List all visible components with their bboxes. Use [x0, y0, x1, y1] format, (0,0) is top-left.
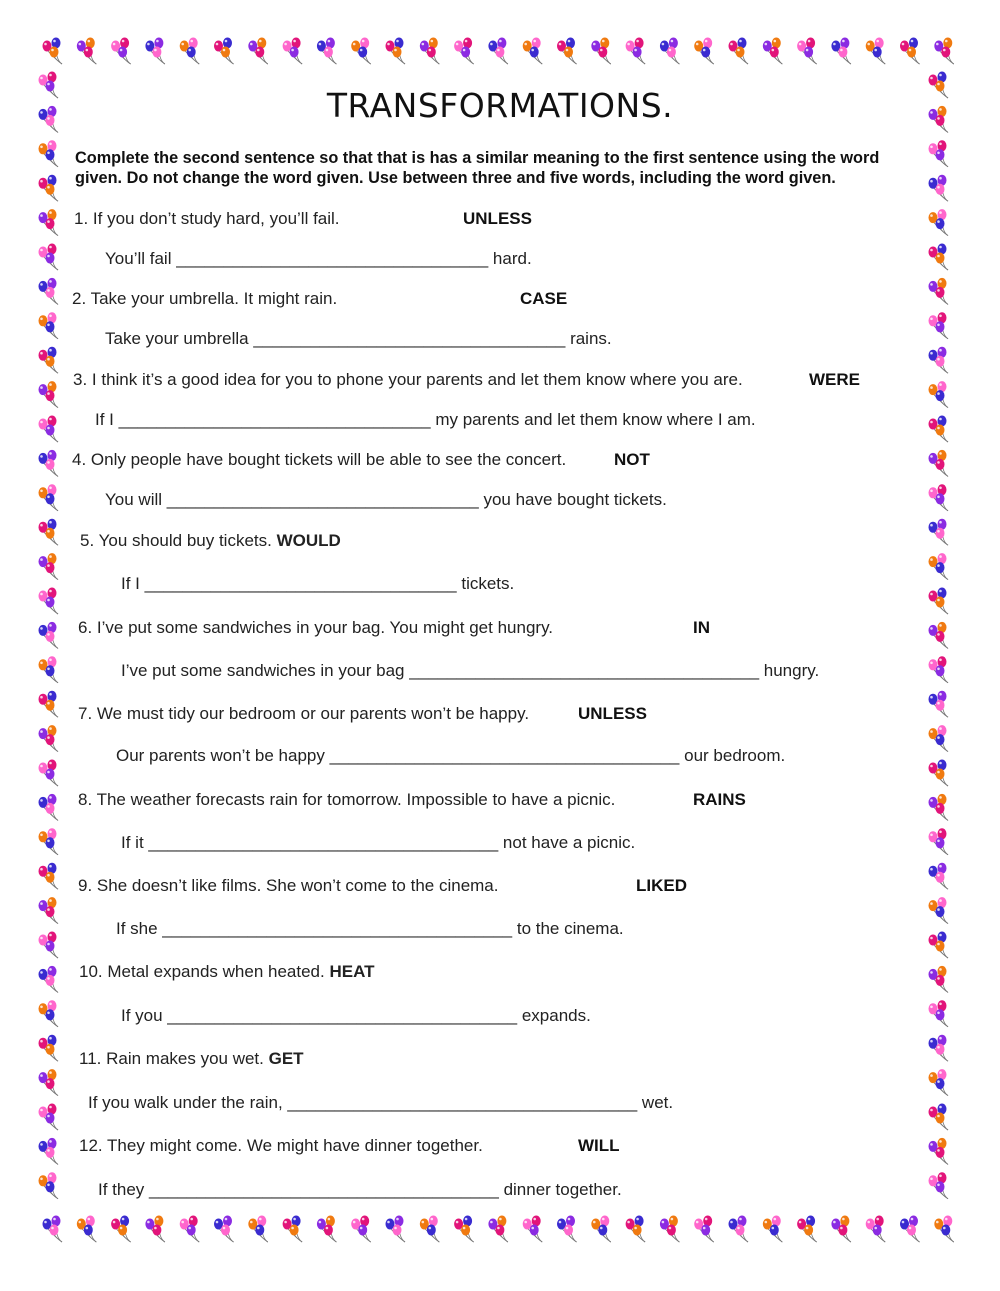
balloon-icon: [283, 38, 303, 65]
keyword-10: HEAT: [329, 962, 375, 981]
question-9: 9. She doesn’t like films. She won’t come to the cinema.: [78, 876, 499, 895]
balloon-icon: [488, 1216, 508, 1243]
balloon-icon: [39, 966, 59, 993]
balloon-icon: [386, 1216, 406, 1243]
question-11: [79, 1049, 304, 1069]
balloon-icon: [420, 1216, 440, 1243]
balloon-icon: [39, 828, 59, 855]
balloon-icon: [929, 553, 949, 580]
answer-7: Our parents won’t be happy _____________________________________ our bedroom.: [116, 746, 786, 765]
question-7: 7. We must tidy our bedroom or our parents won’t be happy.: [78, 704, 530, 723]
balloon-icon: [694, 38, 714, 65]
question-2: 2. Take your umbrella. It might rain.: [72, 289, 338, 308]
balloon-icon: [929, 312, 949, 339]
balloon-icon: [591, 1216, 611, 1243]
answer-9: If she _____________________________________ to the cinema.: [116, 919, 624, 938]
balloon-icon: [929, 725, 949, 752]
balloon-icon: [929, 863, 949, 890]
balloon-icon: [39, 588, 59, 615]
balloon-icon: [694, 1216, 714, 1243]
keyword-12: WILL: [578, 1136, 620, 1155]
balloon-icon: [39, 553, 59, 580]
balloon-icon: [929, 1172, 949, 1199]
answer-8: If it _____________________________________ not have a picnic.: [121, 833, 636, 852]
balloon-icon: [39, 381, 59, 408]
balloon-icon: [351, 38, 371, 65]
answer-2: Take your umbrella _________________________________ rains.: [105, 329, 612, 348]
balloon-icon: [929, 450, 949, 477]
balloon-icon: [929, 278, 949, 305]
answer-12: If they _____________________________________ dinner together.: [98, 1180, 622, 1199]
question-10-text: 10. Metal expands when heated.: [79, 962, 325, 981]
balloon-icon: [929, 347, 949, 374]
balloon-icon: [39, 416, 59, 443]
balloon-icon: [180, 1216, 200, 1243]
answer-6: I’ve put some sandwiches in your bag _____________________________________ hungry.: [121, 661, 820, 680]
balloon-icon: [929, 416, 949, 443]
balloon-icon: [929, 932, 949, 959]
balloon-icon: [39, 794, 59, 821]
keyword-5: WOULD: [276, 531, 341, 550]
question-5-text: 5. You should buy tickets.: [80, 531, 272, 550]
question-8: 8. The weather forecasts rain for tomorrow. Impossible to have a picnic.: [78, 790, 616, 809]
balloon-icon: [214, 38, 234, 65]
keyword-1: UNLESS: [463, 209, 532, 228]
keyword-4: NOT: [614, 450, 650, 469]
balloon-icon: [866, 38, 886, 65]
balloon-icon: [929, 691, 949, 718]
question-11-text: 11. Rain makes you wet.: [79, 1049, 264, 1068]
balloon-icon: [929, 1069, 949, 1096]
balloon-icon: [866, 1216, 886, 1243]
balloon-icon: [39, 656, 59, 683]
balloon-icon: [39, 175, 59, 202]
balloon-icon: [929, 209, 949, 236]
balloon-icon: [929, 897, 949, 924]
keyword-3: WERE: [809, 370, 860, 389]
balloon-icon: [929, 381, 949, 408]
balloon-icon: [317, 38, 337, 65]
balloon-icon: [929, 1035, 949, 1062]
balloon-icon: [660, 38, 680, 65]
balloon-icon: [929, 1000, 949, 1027]
balloon-icon: [729, 1216, 749, 1243]
balloon-icon: [929, 1104, 949, 1131]
keyword-8: RAINS: [693, 790, 746, 809]
balloon-icon: [929, 484, 949, 511]
answer-10: If you _____________________________________ expands.: [121, 1006, 591, 1025]
balloon-icon: [929, 140, 949, 167]
balloon-icon: [43, 1216, 63, 1243]
balloon-icon: [39, 1172, 59, 1199]
balloon-icon: [488, 38, 508, 65]
balloon-icon: [39, 897, 59, 924]
balloon-icon: [39, 1069, 59, 1096]
balloon-icon: [248, 1216, 267, 1243]
balloon-icon: [900, 1216, 920, 1243]
balloon-icon: [831, 38, 851, 65]
balloon-icon: [283, 1216, 303, 1243]
balloon-icon: [77, 1216, 97, 1243]
balloon-icon: [77, 38, 97, 65]
balloon-icon: [39, 140, 59, 167]
balloon-icon: [39, 312, 59, 339]
balloon-icon: [39, 209, 59, 236]
balloon-icon: [929, 519, 949, 546]
balloon-icon: [111, 1216, 131, 1243]
balloon-icon: [39, 519, 59, 546]
balloon-icon: [929, 588, 949, 615]
balloon-icon: [454, 38, 474, 65]
balloon-icon: [763, 1216, 783, 1243]
balloon-icon: [39, 691, 59, 718]
keyword-2: CASE: [520, 289, 568, 308]
balloon-icon: [591, 38, 611, 65]
balloon-icon: [39, 1104, 59, 1131]
balloon-icon: [39, 760, 59, 787]
balloon-icon: [729, 38, 749, 65]
question-6: 6. I’ve put some sandwiches in your bag. You might get hungry.: [78, 618, 554, 637]
balloon-icon: [934, 1216, 954, 1243]
balloon-icon: [929, 656, 949, 683]
balloon-icon: [797, 1216, 817, 1243]
balloon-icon: [39, 1000, 59, 1027]
balloon-icon: [929, 794, 949, 821]
balloon-icon: [929, 175, 949, 202]
keyword-6: IN: [693, 618, 710, 637]
balloon-icon: [523, 38, 543, 65]
balloon-icon: [929, 622, 949, 649]
answer-5: If I _________________________________ tickets.: [121, 574, 515, 593]
balloon-icon: [248, 38, 267, 65]
balloon-icon: [39, 484, 59, 511]
balloon-icon: [317, 1216, 337, 1243]
answer-3: If I _________________________________ my parents and let them know where I am.: [95, 410, 756, 429]
balloon-icon: [386, 38, 406, 65]
instructions-text: Complete the second sentence so that that is has a similar meaning to the first sentence using the word given. Do not change the word given. Use between three and five words, including the word given.: [75, 149, 880, 187]
question-12: 12. They might come. We might have dinner together.: [79, 1136, 483, 1155]
answer-4: You will _________________________________ you have bought tickets.: [105, 490, 667, 509]
balloon-icon: [929, 760, 949, 787]
balloon-icon: [929, 244, 949, 271]
page-title: TRANSFORMATIONS.: [326, 86, 674, 125]
keyword-7: UNLESS: [578, 704, 647, 723]
balloon-icon: [39, 347, 59, 374]
question-5: [80, 531, 341, 551]
balloon-icon: [454, 1216, 474, 1243]
balloon-icon: [145, 38, 165, 65]
balloon-icon: [557, 1216, 577, 1243]
balloon-icon: [214, 1216, 234, 1243]
balloon-icon: [929, 1138, 949, 1165]
balloon-icon: [39, 1138, 59, 1165]
balloon-icon: [39, 244, 59, 271]
balloon-icon: [900, 38, 920, 65]
balloon-icon: [626, 38, 646, 65]
balloon-icon: [660, 1216, 680, 1243]
balloon-icon: [626, 1216, 646, 1243]
balloon-icon: [145, 1216, 165, 1243]
balloon-icon: [39, 1035, 59, 1062]
balloon-icon: [557, 38, 577, 65]
question-10: [79, 962, 374, 982]
balloon-icon: [39, 725, 59, 752]
balloon-icon: [420, 38, 440, 65]
balloon-icon: [39, 863, 59, 890]
balloon-icon: [929, 828, 949, 855]
balloon-icon: [180, 38, 200, 65]
answer-1: You’ll fail _________________________________ hard.: [105, 249, 532, 268]
question-1: 1. If you don’t study hard, you’ll fail.: [74, 209, 340, 228]
question-4: 4. Only people have bought tickets will be able to see the concert.: [72, 450, 567, 469]
answer-11: If you walk under the rain, _____________________________________ wet.: [88, 1093, 674, 1112]
balloon-icon: [763, 38, 783, 65]
balloon-icon: [831, 1216, 851, 1243]
balloon-icon: [929, 966, 949, 993]
keyword-11: GET: [268, 1049, 304, 1068]
balloon-icon: [39, 278, 59, 305]
balloon-icon: [351, 1216, 371, 1243]
balloon-icon: [523, 1216, 543, 1243]
keyword-9: LIKED: [636, 876, 687, 895]
balloon-icon: [43, 38, 63, 65]
balloon-icon: [797, 38, 817, 65]
balloon-icon: [39, 622, 59, 649]
balloon-icon: [39, 932, 59, 959]
balloon-icon: [39, 450, 59, 477]
balloon-icon: [111, 38, 131, 65]
question-3: 3. I think it’s a good idea for you to phone your parents and let them know where you are.: [73, 370, 743, 389]
balloon-icon: [934, 38, 954, 65]
